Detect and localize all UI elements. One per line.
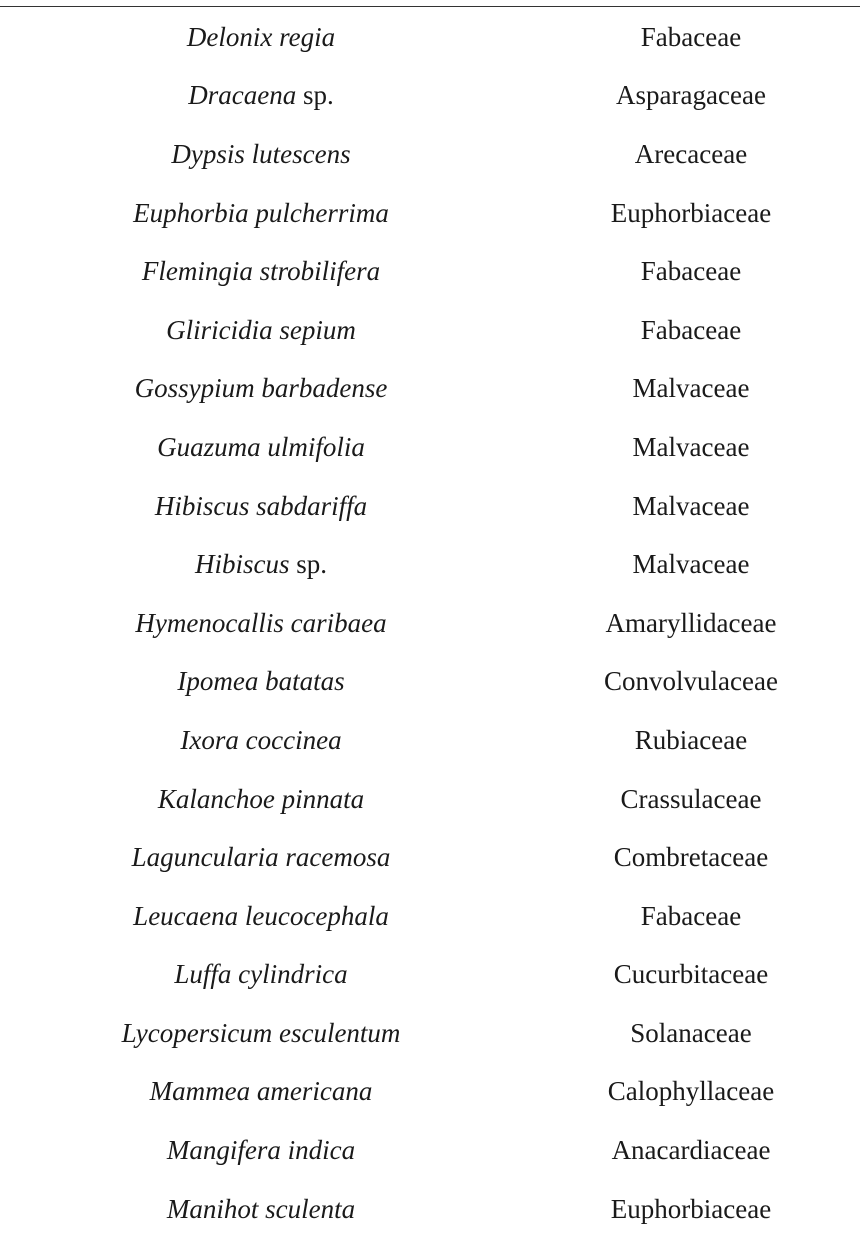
species-name-cell [0,784,522,815]
species-name: Dypsis lutescens [171,138,351,169]
family-name-cell: Anacardiaceae [611,1135,771,1166]
family-name-cell: Euphorbiaceae [610,197,772,228]
table-row [0,535,860,594]
table-row [0,653,860,712]
family-name-cell: Convolvulaceae [604,666,778,697]
family-name-cell: Euphorbiaceae [610,1193,772,1224]
species-name-cell [0,80,522,111]
family-name-cell: Malvaceae [632,490,750,521]
species-name-cell [0,725,522,756]
species-name: Manihot sculenta [166,1193,356,1224]
species-name-cell [0,608,522,639]
species-name: Lycopersicum esculentum [121,1017,401,1048]
species-name-cell [0,959,522,990]
species-name: Ipomea batatas [177,666,345,697]
species-name: Laguncularia racemosa [131,842,391,873]
table-row [0,887,860,946]
species-name: Mammea americana [149,1076,373,1107]
species-name-cell [0,901,522,932]
table-row [0,828,860,887]
species-name: Guazuma ulmifolia [157,431,365,462]
species-name: Leucaena leucocephala [133,900,389,931]
family-name-cell: Crassulaceae [620,783,762,814]
table-row [0,594,860,653]
table-row [0,301,860,360]
species-name-cell [0,491,522,522]
family-name-cell: Fabaceae [640,21,742,52]
table-row [0,67,860,126]
family-name-cell: Malvaceae [632,373,750,404]
species-name: Dracaena [188,80,297,111]
family-name-cell: Asparagaceae [616,80,766,111]
table-row [0,1180,860,1239]
table-row [0,1121,860,1180]
family-name-cell: Calophyllaceae [607,1076,775,1107]
species-name-cell [0,22,522,53]
species-name: Mangifera indica [166,1135,356,1166]
family-name-cell: Combretaceae [613,842,769,873]
table-row [0,184,860,243]
species-name-cell [0,315,522,346]
species-name-cell [0,842,522,873]
table-row [0,360,860,419]
table-row [0,1004,860,1063]
family-name-cell: Arecaceae [634,138,748,169]
table-row [0,8,860,67]
species-name-cell [0,1076,522,1107]
species-name-cell [0,666,522,697]
species-name: Kalanchoe pinnata [157,783,365,814]
species-name-cell [0,373,522,404]
family-name-cell: Amaryllidaceae [605,607,777,638]
species-name-cell [0,549,522,580]
species-name: Hymenocallis caribaea [135,607,387,638]
family-name-cell: Rubiaceae [634,724,748,755]
species-qualifier: sp. [296,549,327,580]
family-name-cell: Malvaceae [632,549,750,580]
species-name-cell [0,256,522,287]
table-row [0,946,860,1005]
species-name-cell [0,1018,522,1049]
species-name-cell [0,1194,522,1225]
species-name-cell [0,198,522,229]
species-family-table [0,8,860,1238]
species-qualifier: sp. [302,80,334,111]
family-name-cell: Fabaceae [640,314,742,345]
table-row [0,1063,860,1122]
table-row [0,242,860,301]
table-top-rule [0,6,860,7]
species-name: Hibiscus sabdariffa [154,490,368,521]
table-row [0,770,860,829]
species-name: Hibiscus [194,549,290,580]
table-row [0,711,860,770]
species-name: Gliricidia sepium [166,314,356,345]
species-name: Luffa cylindrica [174,959,348,990]
family-name-cell: Solanaceae [630,1017,752,1048]
species-name: Ixora coccinea [180,724,342,755]
species-name: Gossypium barbadense [134,373,388,404]
table-row [0,477,860,536]
family-name-cell: Fabaceae [640,900,742,931]
species-name-cell [0,432,522,463]
table-row [0,125,860,184]
table-row [0,418,860,477]
species-name: Euphorbia pulcherrima [133,197,389,228]
family-name-cell: Fabaceae [640,256,742,287]
family-name-cell: Malvaceae [632,431,750,462]
species-name: Flemingia strobilifera [141,256,381,287]
species-name-cell [0,139,522,170]
family-name-cell: Cucurbitaceae [613,959,769,990]
species-name-cell [0,1135,522,1166]
species-name: Delonix regia [186,21,336,52]
